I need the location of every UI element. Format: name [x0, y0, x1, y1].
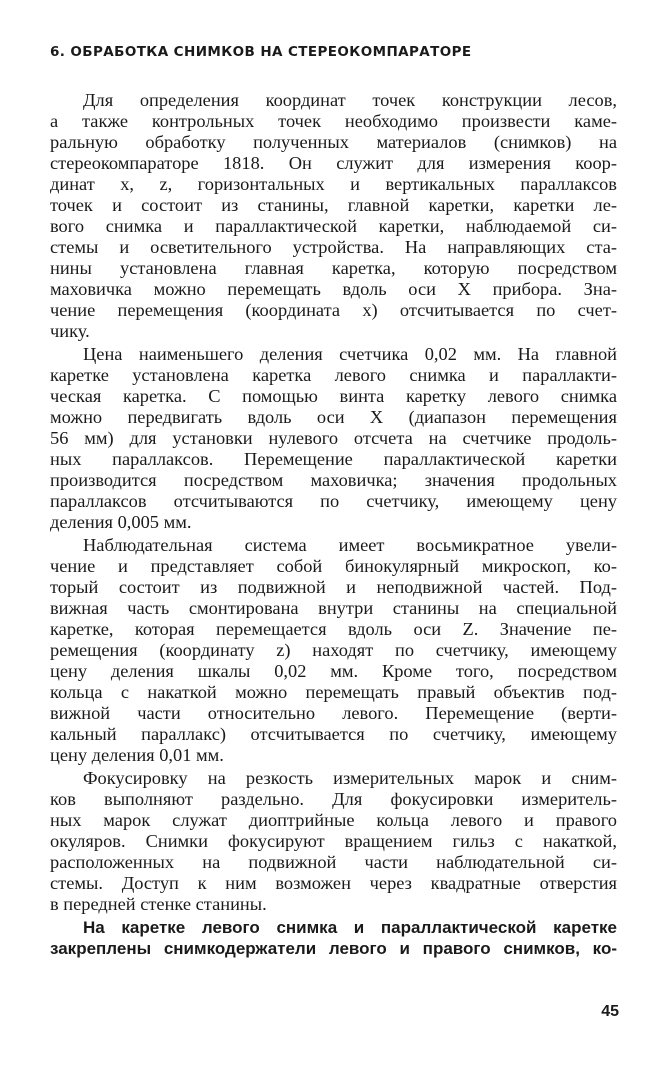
text-line: а также контрольных точек необходимо произвести каме- — [50, 111, 617, 131]
text-line: стемы. Доступ к ним возможен через квадратные отверстия — [50, 873, 617, 893]
text-line: маховичка можно перемещать вдоль оси X прибора. Зна- — [50, 279, 617, 299]
paragraph-5 — [50, 917, 617, 959]
text-line: вого снимка и параллактической каретки, наблюдаемой си- — [50, 216, 617, 236]
text-line: закреплены снимкодержатели левого и правого снимков, ко- — [50, 939, 617, 958]
text-line: Фокусировку на резкость измерительных марок и сним- — [83, 768, 617, 788]
text-line: ков выполняют раздельно. Для фокусировки измеритель- — [50, 789, 617, 809]
text-line: ремещения (координату z) находят по счетчику, имеющему — [50, 640, 617, 660]
text-line: цену деления шкалы 0,02 мм. Кроме того, посредством — [50, 661, 617, 681]
text-line: стереокомпараторе 1818. Он служит для измерения коор- — [50, 153, 617, 173]
text-line: чение и представляет собой бинокулярный микроскоп, ко- — [50, 556, 617, 576]
text-line: вижной части относительно левого. Перемещение (верти- — [50, 703, 617, 723]
paragraph-1 — [50, 90, 617, 342]
text-line: ных параллаксов. Перемещение параллактической каретки — [50, 449, 617, 469]
text-line: стемы и осветительного устройства. На направляющих ста- — [50, 237, 617, 257]
text-line: каретке установлена каретка левого снимка и параллакти- — [50, 365, 617, 385]
text-line: динат x, z, горизонтальных и вертикальных параллаксов — [50, 174, 617, 194]
text-line: деления 0,005 мм. — [50, 512, 192, 532]
text-line: нины установлена главная каретка, которую посредством — [50, 258, 617, 278]
text-line: можно передвигать вдоль оси X (диапазон перемещения — [50, 407, 617, 427]
text-line: в передней стенке станины. — [50, 894, 267, 914]
text-line: расположенных на подвижной части наблюдательной си- — [50, 852, 617, 872]
paragraph-2 — [50, 344, 617, 533]
body-text — [50, 90, 617, 961]
text-line: окуляров. Снимки фокусируют вращением гильз с накаткой, — [50, 831, 617, 851]
text-line: производится посредством маховичка; значения продольных — [50, 470, 617, 490]
text-line: каретке, которая перемещается вдоль оси Z. Значение пе- — [50, 619, 617, 639]
text-line: чение перемещения (координата x) отсчитывается по счет- — [50, 300, 617, 320]
text-line: параллаксов отсчитываются по счетчику, имеющему цену — [50, 491, 617, 511]
text-line: Цена наименьшего деления счетчика 0,02 мм. На главной — [83, 344, 617, 364]
text-line: вижная часть смонтирована внутри станины на специальной — [50, 598, 617, 618]
text-line: чику. — [50, 321, 90, 341]
text-line: ральную обработку полученных материалов (снимков) на — [50, 132, 617, 152]
paragraph-4 — [50, 768, 617, 915]
paragraph-3 — [50, 535, 617, 766]
text-line: Наблюдательная система имеет восьмикратное увели- — [83, 535, 617, 555]
text-line: Для определения координат точек конструкции лесов, — [83, 90, 617, 110]
text-line: торый состоит из подвижной и неподвижной частей. Под- — [50, 577, 617, 597]
text-line: кальный параллакс) отсчитывается по счетчику, имеющему — [50, 724, 617, 744]
text-line: На каретке левого снимка и параллактической каретке — [83, 918, 617, 937]
text-line: 56 мм) для установки нулевого отсчета на счетчике продоль- — [50, 428, 617, 448]
text-line: цену деления 0,01 мм. — [50, 745, 224, 765]
text-line: кольца с накаткой можно перемещать правый объектив под- — [50, 682, 617, 702]
text-line: ных марок служат диоптрийные кольца левого и правого — [50, 810, 617, 830]
section-heading: 6. ОБРАБОТКА СНИМКОВ НА СТЕРЕОКОМПАРАТОРЕ — [50, 44, 472, 60]
page-number: 45 — [601, 1003, 619, 1020]
text-line: точек и состоит из станины, главной каретки, каретки ле- — [50, 195, 617, 215]
text-line: ческая каретка. С помощью винта каретку левого снимка — [50, 386, 617, 406]
